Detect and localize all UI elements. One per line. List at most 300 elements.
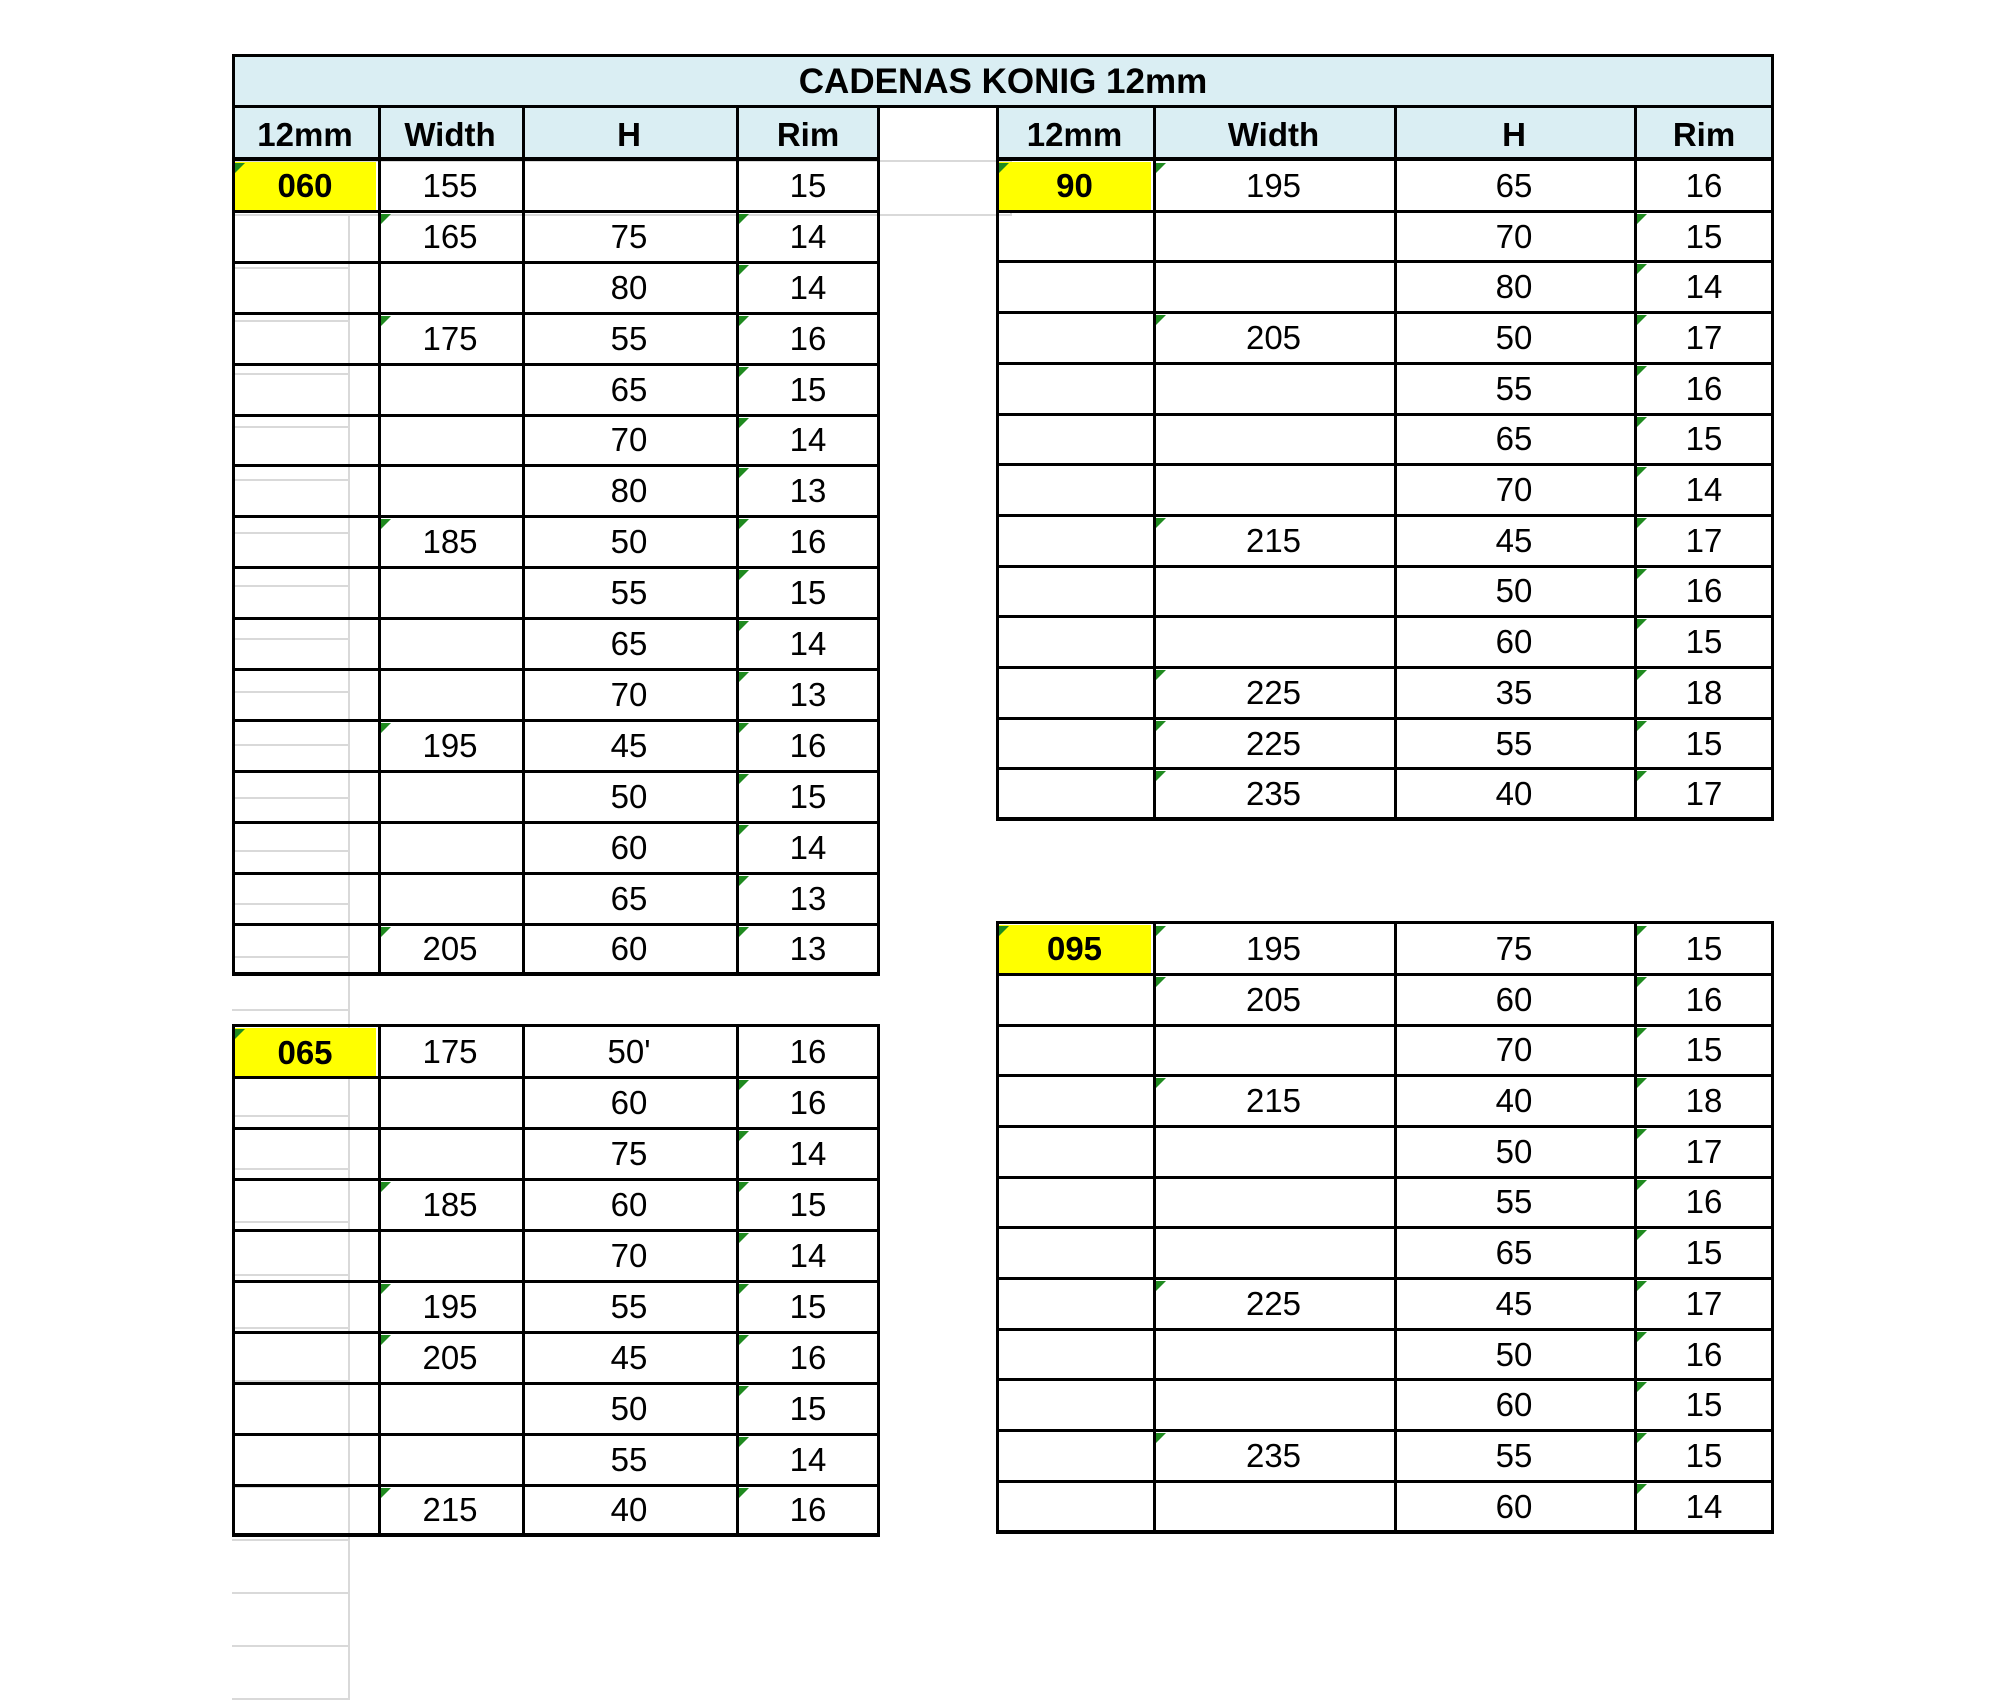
cell-marker-icon (739, 1233, 749, 1243)
left-cell-width (378, 618, 522, 669)
right-cell-rim: 15 (1685, 1436, 1723, 1474)
grid-line (232, 668, 880, 671)
cell-marker-icon (381, 723, 391, 733)
left-cell-h: 55 (610, 1440, 648, 1478)
cell-marker-icon (739, 621, 749, 631)
right-cell-rim: 16 (1685, 1183, 1723, 1221)
left-cell-h: 70 (610, 675, 648, 713)
cell-marker-icon (381, 927, 391, 937)
right-cell-width (1153, 1481, 1394, 1532)
cell-marker-icon (381, 214, 391, 224)
cell-marker-icon (1637, 1281, 1647, 1291)
left-cell-width: 155 (422, 166, 478, 204)
left-cell-width: 165 (422, 217, 478, 255)
cell-marker-icon (739, 825, 749, 835)
cell-marker-icon (1156, 721, 1166, 731)
grid-line (232, 54, 1774, 57)
cell-marker-icon (739, 1386, 749, 1396)
grid-line (232, 1127, 880, 1130)
grid-line (232, 108, 235, 160)
cell-marker-icon (1156, 771, 1166, 781)
grid-line (232, 821, 880, 824)
right-cell-rim: 18 (1685, 1082, 1723, 1120)
left-cell-width (378, 1383, 522, 1434)
grid-line (1771, 921, 1774, 1531)
left-cell-rim: 14 (789, 268, 827, 306)
right-cell-width (1153, 363, 1394, 414)
grid-line (996, 158, 1774, 161)
cell-marker-icon (739, 316, 749, 326)
left-cell-h: 75 (610, 217, 648, 255)
cell-marker-icon (1156, 1078, 1166, 1088)
right-cell-h: 65 (1495, 166, 1533, 204)
cell-marker-icon (739, 774, 749, 784)
cell-marker-icon (1637, 1180, 1647, 1190)
cell-marker-icon (739, 265, 749, 275)
empty-column-cell (232, 905, 350, 958)
left-cell-width: 175 (422, 319, 478, 357)
left-cell-rim: 14 (789, 625, 827, 663)
left-cell-rim: 16 (789, 319, 827, 357)
grid-line (232, 1433, 880, 1436)
table-title: CADENAS KONIG 12mm (232, 54, 1774, 108)
left-cell-rim: 14 (789, 217, 827, 255)
grid-line (996, 1074, 1774, 1077)
cell-marker-icon (1637, 1028, 1647, 1038)
left-cell-h: 60 (610, 930, 648, 968)
left-cell-width (378, 1128, 522, 1179)
cell-marker-icon (739, 570, 749, 580)
grid-line (232, 1024, 880, 1027)
grid-line (232, 515, 880, 518)
left-cell-rim: 15 (789, 1389, 827, 1427)
left-cell-h: 50 (610, 777, 648, 815)
right-cell-rim: 15 (1685, 1234, 1723, 1272)
right-cell-width (1153, 1126, 1394, 1177)
right-header-width: Width (1153, 108, 1394, 160)
grid-line (877, 158, 880, 974)
grid-line (1394, 108, 1397, 160)
left-cell-width (378, 415, 522, 466)
right-cell-width: 215 (1245, 521, 1302, 559)
cell-marker-icon (381, 316, 391, 326)
grid-line (996, 311, 1774, 314)
right-cell-h: 50 (1495, 572, 1533, 610)
left-cell-h: 65 (610, 625, 648, 663)
right-cell-h: 75 (1495, 929, 1533, 967)
left-cell-width: 205 (422, 1338, 478, 1376)
left-cell-width (378, 669, 522, 720)
right-cell-h: 65 (1495, 420, 1533, 458)
left-cell-rim: 15 (789, 166, 827, 204)
right-cell-rim: 14 (1685, 268, 1723, 306)
cell-marker-icon (1637, 1382, 1647, 1392)
cell-marker-icon (739, 367, 749, 377)
left-cell-rim: 16 (789, 1033, 827, 1071)
left-header-width: Width (378, 108, 522, 160)
left-cell-h: 60 (610, 1084, 648, 1122)
right-cell-rim: 14 (1685, 1487, 1723, 1525)
cell-marker-icon (739, 672, 749, 682)
left-cell-width: 185 (422, 1186, 478, 1224)
cell-marker-icon (739, 927, 749, 937)
empty-column-cell (232, 640, 350, 693)
right-cell-width: 195 (1245, 929, 1302, 967)
right-cell-width: 215 (1245, 1082, 1302, 1120)
left-cell-h: 45 (610, 726, 648, 764)
grid-line (996, 565, 1774, 568)
left-cell-rim: 14 (789, 828, 827, 866)
left-cell-width: 205 (422, 930, 478, 968)
left-cell-rim: 15 (789, 1186, 827, 1224)
left-cell-h: 80 (610, 268, 648, 306)
right-cell-width (1153, 1379, 1394, 1430)
cell-marker-icon (1637, 1433, 1647, 1443)
left-cell-width: 185 (422, 523, 478, 561)
right-cell-rim: 16 (1685, 980, 1723, 1018)
grid-line (996, 158, 999, 819)
left-cell-width: 215 (422, 1491, 478, 1529)
right-cell-h: 60 (1495, 1386, 1533, 1424)
cell-marker-icon (1637, 417, 1647, 427)
right-header-h: H (1394, 108, 1634, 160)
grid-line (996, 514, 1774, 517)
grid-line (996, 108, 999, 160)
cell-marker-icon (381, 1335, 391, 1345)
right-cell-h: 55 (1495, 1183, 1533, 1221)
right-cell-h: 70 (1495, 1031, 1533, 1069)
cell-marker-icon (739, 1080, 749, 1090)
right-cell-width (1153, 616, 1394, 667)
left-cell-rim: 15 (789, 370, 827, 408)
grid-line (232, 464, 880, 467)
grid-line (996, 1328, 1774, 1331)
left-cell-width (378, 873, 522, 924)
grid-line (232, 719, 880, 722)
right-cell-width (1153, 211, 1394, 262)
grid-line (996, 973, 1774, 976)
grid-line (736, 158, 739, 974)
grid-line (232, 261, 880, 264)
right-cell-width (1153, 1329, 1394, 1380)
cell-marker-icon (1637, 518, 1647, 528)
cell-marker-icon (381, 519, 391, 529)
cell-marker-icon (1637, 467, 1647, 477)
empty-column-cell (232, 1276, 350, 1329)
grid-line (378, 158, 381, 974)
right-cell-h: 55 (1495, 369, 1533, 407)
grid-line (996, 1530, 1774, 1534)
grid-line (232, 972, 880, 976)
right-cell-rim: 15 (1685, 1031, 1723, 1069)
empty-column-cell (232, 1117, 350, 1170)
grid-line (996, 1024, 1774, 1027)
right-cell-rim: 16 (1685, 166, 1723, 204)
left-cell-width (378, 465, 522, 516)
right-cell-rim: 17 (1685, 775, 1723, 813)
cell-marker-icon (1637, 214, 1647, 224)
left-header-12mm: 12mm (232, 108, 378, 160)
cell-marker-icon (999, 926, 1009, 936)
empty-column-cell (232, 534, 350, 587)
left-cell-rim: 16 (789, 1084, 827, 1122)
grid-line (378, 108, 381, 160)
grid-line (996, 413, 1774, 416)
cell-marker-icon (739, 1335, 749, 1345)
right-header-12mm: 12mm (996, 108, 1153, 160)
left-cell-h: 50 (610, 1389, 648, 1427)
left-cell-h: 55 (610, 1287, 648, 1325)
empty-column-cell (232, 1647, 350, 1700)
right-cell-h: 40 (1495, 775, 1533, 813)
right-cell-width: 225 (1245, 673, 1302, 711)
right-cell-rim: 15 (1685, 929, 1723, 967)
grid-line (378, 1024, 381, 1535)
empty-column-cell (232, 587, 350, 640)
empty-column-cell (232, 852, 350, 905)
right-cell-rim: 15 (1685, 724, 1723, 762)
right-cell-rim: 17 (1685, 1284, 1723, 1322)
right-cell-rim: 16 (1685, 572, 1723, 610)
left-cell-width (378, 822, 522, 873)
left-cell-h: 70 (610, 1236, 648, 1274)
cell-marker-icon (381, 1488, 391, 1498)
cell-marker-icon (1156, 670, 1166, 680)
grid-line (232, 414, 880, 417)
left-cell-h: 65 (610, 370, 648, 408)
left-cell-h: 75 (610, 1135, 648, 1173)
grid-line (996, 210, 1774, 213)
cell-marker-icon (739, 214, 749, 224)
right-cell-h: 45 (1495, 521, 1533, 559)
cell-marker-icon (1637, 1332, 1647, 1342)
left-cell-width: 195 (422, 1287, 478, 1325)
grid-line (996, 362, 1774, 365)
cell-marker-icon (739, 1488, 749, 1498)
left-cell-width: 195 (422, 726, 478, 764)
grid-line (996, 666, 1774, 669)
left-header-rim: Rim (736, 108, 880, 160)
cell-marker-icon (1637, 1230, 1647, 1240)
grid-line (996, 1480, 1774, 1483)
right-cell-rim: 17 (1685, 521, 1723, 559)
left-cell-rim: 13 (789, 879, 827, 917)
right-cell-width (1153, 414, 1394, 465)
right-cell-h: 50 (1495, 1132, 1533, 1170)
right-cell-width: 205 (1245, 980, 1302, 1018)
right-cell-h: 60 (1495, 1487, 1533, 1525)
left-header-h: H (522, 108, 736, 160)
cell-marker-icon (1637, 264, 1647, 274)
left-cell-rim: 13 (789, 472, 827, 510)
left-cell-h: 65 (610, 879, 648, 917)
grid-line (232, 1178, 880, 1181)
empty-column-cell (232, 1382, 350, 1435)
right-header-rim: Rim (1634, 108, 1774, 160)
right-cell-h: 60 (1495, 980, 1533, 1018)
empty-column-cell (232, 1435, 350, 1488)
right-model-code: 90 (998, 162, 1151, 210)
left-cell-rim: 16 (789, 523, 827, 561)
grid-line (232, 770, 880, 773)
grid-line (232, 1229, 880, 1232)
right-cell-rim: 17 (1685, 318, 1723, 356)
right-cell-h: 55 (1495, 724, 1533, 762)
cell-marker-icon (1637, 619, 1647, 629)
cell-marker-icon (999, 163, 1009, 173)
right-cell-rim: 18 (1685, 673, 1723, 711)
left-model-code: 065 (234, 1028, 376, 1076)
empty-column-cell (232, 1541, 350, 1594)
grid-line (232, 1484, 880, 1487)
grid-line (232, 1382, 880, 1385)
left-cell-rim: 14 (789, 1135, 827, 1173)
left-cell-width (378, 1434, 522, 1485)
grid-line (232, 1280, 880, 1283)
left-cell-h (522, 160, 736, 211)
right-cell-width: 235 (1245, 775, 1302, 813)
cell-marker-icon (739, 1131, 749, 1141)
grid-line (1153, 108, 1156, 160)
left-cell-width (378, 364, 522, 415)
left-cell-width (378, 1077, 522, 1128)
right-cell-width: 205 (1245, 318, 1302, 356)
left-cell-rim: 13 (789, 930, 827, 968)
cell-marker-icon (1637, 1078, 1647, 1088)
cell-marker-icon (1637, 670, 1647, 680)
cell-marker-icon (1637, 1129, 1647, 1139)
cell-marker-icon (1156, 1433, 1166, 1443)
grid-line (736, 1024, 739, 1535)
grid-line (232, 363, 880, 366)
right-cell-h: 45 (1495, 1284, 1533, 1322)
cell-marker-icon (739, 723, 749, 733)
left-cell-rim: 14 (789, 1236, 827, 1274)
cell-marker-icon (1637, 771, 1647, 781)
left-cell-rim: 16 (789, 1338, 827, 1376)
cell-marker-icon (739, 876, 749, 886)
empty-column-cell (232, 1594, 350, 1647)
grid-line (996, 1429, 1774, 1432)
grid-line (996, 463, 1774, 466)
grid-line (1634, 108, 1637, 160)
left-cell-h: 60 (610, 1186, 648, 1224)
grid-line (996, 1378, 1774, 1381)
right-cell-h: 65 (1495, 1234, 1533, 1272)
right-cell-h: 40 (1495, 1082, 1533, 1120)
empty-column-cell (232, 1329, 350, 1382)
left-cell-h: 50 (610, 523, 648, 561)
right-cell-width: 195 (1245, 166, 1302, 204)
left-cell-rim: 16 (789, 726, 827, 764)
right-cell-width (1153, 1025, 1394, 1076)
grid-line (232, 1331, 880, 1334)
grid-line (1153, 158, 1156, 819)
right-cell-h: 70 (1495, 217, 1533, 255)
right-cell-rim: 14 (1685, 471, 1723, 509)
cell-marker-icon (1637, 721, 1647, 731)
right-model-code: 095 (998, 925, 1151, 973)
cell-marker-icon (1637, 569, 1647, 579)
cell-marker-icon (1156, 926, 1166, 936)
cell-marker-icon (739, 468, 749, 478)
grid-line (996, 260, 1774, 263)
right-cell-h: 50 (1495, 1335, 1533, 1373)
cell-marker-icon (235, 1029, 245, 1039)
left-cell-rim: 15 (789, 1287, 827, 1325)
cell-marker-icon (1637, 926, 1647, 936)
left-cell-width (378, 771, 522, 822)
empty-column-cell (232, 481, 350, 534)
grid-line (996, 1176, 1774, 1179)
left-cell-rim: 14 (789, 421, 827, 459)
left-cell-h: 55 (610, 574, 648, 612)
grid-line (232, 566, 880, 569)
cell-marker-icon (1156, 315, 1166, 325)
cell-marker-icon (1156, 518, 1166, 528)
cell-marker-icon (1156, 1281, 1166, 1291)
grid-line (522, 158, 525, 974)
right-cell-h: 55 (1495, 1436, 1533, 1474)
grid-line (232, 1076, 880, 1079)
grid-line (996, 615, 1774, 618)
grid-line (232, 923, 880, 926)
cell-marker-icon (1156, 163, 1166, 173)
grid-line (996, 817, 1774, 821)
cell-marker-icon (1637, 366, 1647, 376)
grid-line (1394, 158, 1397, 819)
right-cell-width (1153, 464, 1394, 515)
cell-marker-icon (739, 1182, 749, 1192)
grid-line (232, 158, 880, 161)
empty-column-cell (232, 375, 350, 428)
left-cell-width: 175 (422, 1033, 478, 1071)
left-cell-h: 70 (610, 421, 648, 459)
left-cell-rim: 13 (789, 675, 827, 713)
cell-marker-icon (739, 1437, 749, 1447)
right-cell-width (1153, 1227, 1394, 1278)
right-cell-h: 35 (1495, 673, 1533, 711)
right-cell-width: 235 (1245, 1436, 1302, 1474)
left-cell-width (378, 1230, 522, 1281)
grid-line (232, 1533, 880, 1537)
grid-line (232, 312, 880, 315)
cell-marker-icon (739, 1284, 749, 1294)
grid-line (996, 1125, 1774, 1128)
cell-marker-icon (1637, 1484, 1647, 1494)
cell-marker-icon (1156, 977, 1166, 987)
left-cell-h: 50' (607, 1033, 651, 1071)
right-cell-width (1153, 261, 1394, 312)
grid-line (996, 767, 1774, 770)
grid-line (996, 1277, 1774, 1280)
empty-column-cell (232, 958, 350, 1011)
left-cell-h: 80 (610, 472, 648, 510)
grid-line (522, 1024, 525, 1535)
grid-line (1634, 158, 1637, 819)
cell-marker-icon (235, 163, 245, 173)
left-model-code: 060 (234, 162, 376, 210)
cell-marker-icon (381, 1284, 391, 1294)
right-cell-rim: 15 (1685, 623, 1723, 661)
grid-line (877, 1024, 880, 1535)
left-cell-width (378, 262, 522, 313)
right-cell-width: 225 (1245, 1284, 1302, 1322)
right-cell-h: 60 (1495, 623, 1533, 661)
cell-marker-icon (739, 519, 749, 529)
empty-column-cell (232, 799, 350, 852)
grid-line (996, 921, 1774, 924)
